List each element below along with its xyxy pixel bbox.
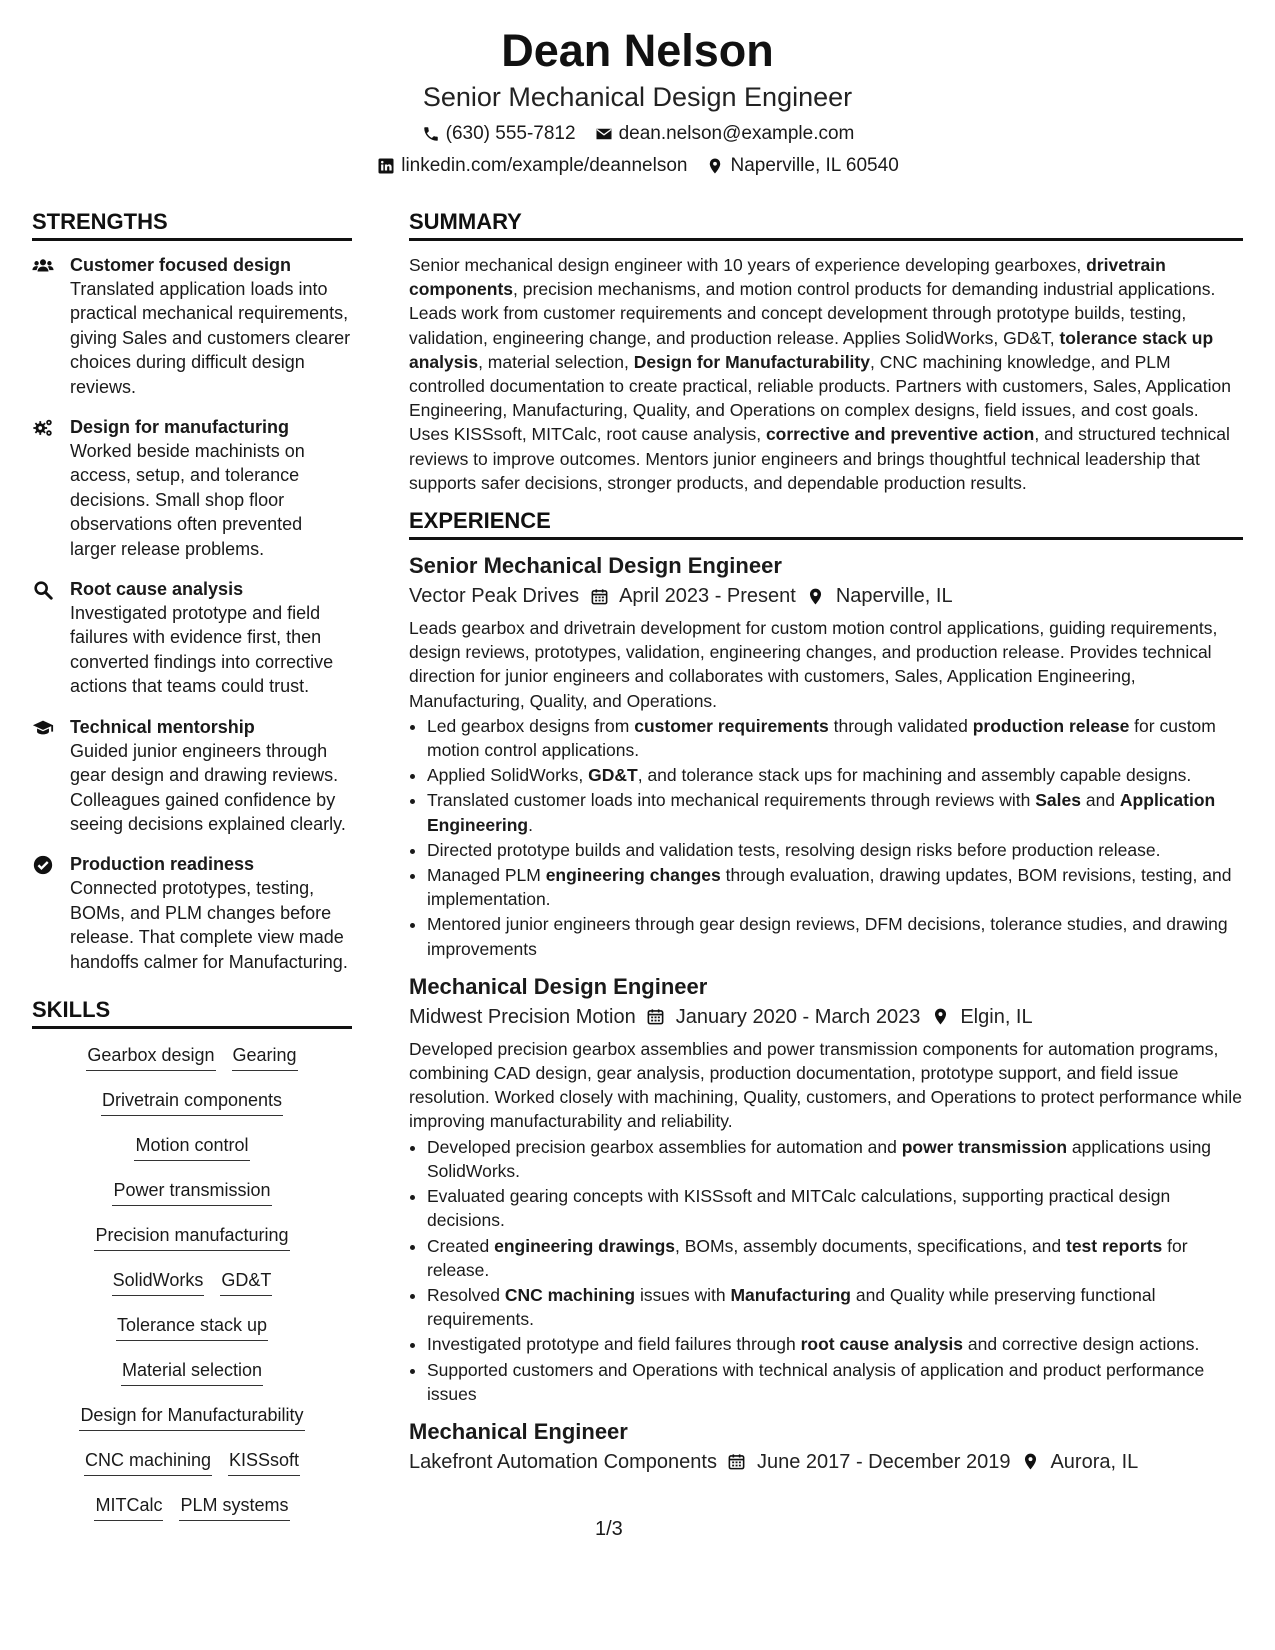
text-segment: Directed prototype builds and validation tests, resolving design risks before production release. (427, 839, 1161, 860)
skill-tag: GD&T (220, 1268, 272, 1296)
company-name: Vector Peak Drives (409, 585, 580, 608)
bold-text: Design for Manufacturability (633, 351, 870, 372)
text-segment: , and structured technical reviews to improve outcomes. Mentors junior engineers and brings thoughtful technical leadership that supports safer decisions, stronger products, and dependable production results. (409, 424, 1230, 493)
text-segment: Created (427, 1235, 495, 1256)
company-name: Lakefront Automation Components (409, 1450, 717, 1473)
bold-text: root cause analysis (800, 1334, 964, 1355)
linkedin-url[interactable]: linkedin.com/example/deannelson (401, 155, 688, 176)
bullet-item (427, 1234, 1243, 1282)
text-segment: Senior mechanical design engineer with 10 years of experience developing gearboxes, (409, 255, 1087, 275)
skill-row (32, 1358, 352, 1403)
bold-text: CNC machining (504, 1284, 636, 1305)
job-location: Aurora, IL (1050, 1450, 1139, 1473)
strength-title: Customer focused design (70, 255, 292, 275)
strength-desc: Investigated prototype and field failures with evidence first, then converted findings into corrective actions that teams could trust. (70, 603, 334, 697)
bullet-item (427, 838, 1243, 862)
job-entry (409, 552, 1243, 961)
bold-text: tolerance stack up analysis (409, 327, 1214, 372)
phone-icon (421, 124, 441, 144)
job-dates: January 2020 - March 2023 (675, 1005, 921, 1028)
strength-title: Technical mentorship (70, 716, 255, 737)
left-column (32, 208, 352, 1538)
text-segment: Investigated prototype and field failures through (427, 1334, 801, 1355)
skill-row (32, 1133, 352, 1178)
calendar-icon (727, 1452, 747, 1472)
gears-icon (32, 415, 70, 561)
skill-tag: CNC machining (84, 1448, 212, 1476)
text-segment: for release. (427, 1235, 1188, 1280)
text-segment: for custom motion control applications. (427, 715, 1216, 761)
job-title: Mechanical Engineer (409, 1418, 628, 1444)
bullet-item (427, 1332, 1243, 1356)
skills-list (32, 1041, 352, 1538)
text-segment: issues with (635, 1284, 731, 1305)
check-circle-icon (32, 852, 70, 974)
skill-tag: Material selection (121, 1358, 263, 1386)
email-address[interactable]: dean.nelson@example.com (618, 123, 855, 144)
skill-tag: KISSsoft (228, 1448, 300, 1476)
job-bullets (409, 714, 1243, 961)
strength-desc: Translated application loads into practical mechanical requirements, giving Sales and customers clearer choices during difficult design reviews. (70, 279, 351, 397)
job-description: Leads gearbox and drivetrain development for custom motion control applications, guiding requirements, design reviews, prototypes, validation, engineering changes, and production release. Provides technical direction for junior engineers and collaborates with customers, Sales, Application Engineering, Manufacturing, Quality, and Operations. (409, 618, 1218, 711)
skill-tag: Motion control (134, 1133, 249, 1161)
bold-text: GD&T (588, 765, 638, 786)
job-meta (409, 1448, 1243, 1476)
text-segment: through validated (828, 715, 973, 736)
bold-text: power transmission (901, 1136, 1068, 1157)
text-segment: , and tolerance stack ups for machining and assembly capable designs. (637, 765, 1192, 786)
phone-contact (421, 122, 576, 146)
strength-title: Production readiness (70, 854, 255, 875)
strength-desc: Guided junior engineers through gear design and drawing reviews. Colleagues gained confidence by seeing decisions explained clearly. (70, 740, 346, 834)
map-pin-icon (930, 1007, 950, 1027)
experience-list (409, 552, 1243, 1476)
bold-text: engineering drawings (494, 1235, 675, 1256)
strength-desc: Connected prototypes, testing, BOMs, and PLM changes before release. That complete view made handoffs calmer for Manufacturing. (70, 878, 348, 972)
text-segment: Led gearbox designs from (427, 715, 635, 736)
resume-body (32, 208, 1243, 1538)
text-segment: Applied SolidWorks, (427, 765, 589, 786)
linkedin-contact[interactable] (376, 154, 687, 178)
strength-item (32, 715, 352, 837)
bold-text: customer requirements (634, 715, 829, 736)
skill-tag: Power transmission (112, 1178, 271, 1206)
job-meta (409, 1003, 1243, 1031)
bold-text: drivetrain components (409, 255, 1166, 300)
bullet-item (427, 1184, 1243, 1232)
text-segment: Managed PLM (427, 865, 546, 886)
skills-section (32, 996, 352, 1538)
strength-item (32, 415, 352, 561)
text-segment: and corrective design actions. (963, 1334, 1200, 1355)
resume-header (0, 0, 1275, 178)
skill-tag: Gearing (232, 1043, 298, 1071)
bold-text: Application Engineering (427, 790, 1216, 835)
job-location: Elgin, IL (960, 1005, 1033, 1028)
skill-tag: Precision manufacturing (94, 1223, 289, 1251)
phone-number: (630) 555-7812 (445, 123, 576, 144)
skills-heading: SKILLS (32, 996, 352, 1029)
strength-item (32, 253, 352, 399)
skill-tag: MITCalc (94, 1493, 163, 1521)
text-segment: Mentored junior engineers through gear design reviews, DFM decisions, tolerance studies, and drawing improvements (427, 914, 1228, 959)
strength-item (32, 852, 352, 974)
skill-tag: Design for Manufacturability (79, 1403, 304, 1431)
job-title: Senior Mechanical Design Engineer (409, 553, 782, 579)
skill-row (32, 1313, 352, 1358)
job-dates: June 2017 - December 2019 (756, 1450, 1011, 1473)
text-segment: Resolved (427, 1284, 505, 1305)
text-segment: Supported customers and Operations with technical analysis of application and product performance issues (427, 1359, 1205, 1404)
experience-heading: EXPERIENCE (409, 507, 1243, 540)
text-segment: Translated customer loads into mechanical requirements through reviews with (427, 790, 1036, 811)
job-bullets (409, 1135, 1243, 1406)
text-segment: , BOMs, assembly documents, specifications, and (675, 1235, 1066, 1256)
company-name: Midwest Precision Motion (409, 1005, 636, 1028)
bullet-item (427, 788, 1243, 836)
skill-row (32, 1268, 352, 1313)
job-location: Naperville, IL (835, 585, 953, 608)
text-segment: applications using SolidWorks. (427, 1136, 1212, 1181)
job-description: Developed precision gearbox assemblies and power transmission components for automation programs, combining CAD design, gear analysis, production documentation, prototype support, and field issue resolution. Worked closely with machining, Quality, customers, and Operations to protect performance while improving manufacturability and reliability. (409, 1038, 1242, 1132)
contact-row-1 (0, 122, 1275, 146)
bold-text: Manufacturing (730, 1284, 851, 1305)
text-segment: , precision mechanisms, and motion control products for demanding industrial applications. Leads work from customer requirements and concept development through prototype builds, testing, validation, engineering change, and production release. Applies SolidWorks, GD&T, (409, 279, 1216, 348)
job-meta (409, 582, 1243, 610)
search-icon (32, 577, 70, 699)
bold-text: production release (972, 715, 1130, 736)
linkedin-icon (376, 156, 396, 176)
text-segment: Developed precision gearbox assemblies for automation and (427, 1136, 902, 1157)
skill-tag: PLM systems (179, 1493, 289, 1521)
skill-row (32, 1088, 352, 1133)
skill-tag: SolidWorks (112, 1268, 205, 1296)
skill-row (32, 1178, 352, 1223)
text-segment: and (1080, 790, 1120, 811)
location-contact (705, 154, 898, 178)
users-icon (32, 253, 70, 399)
map-pin-icon (806, 586, 826, 606)
skill-tag: Tolerance stack up (116, 1313, 268, 1341)
strength-item (32, 577, 352, 699)
skill-row (32, 1223, 352, 1268)
calendar-icon (646, 1007, 666, 1027)
bold-text: Sales (1035, 790, 1081, 811)
bullet-item (427, 714, 1243, 762)
text-segment: , CNC machining knowledge, and PLM controlled documentation to create practical, reliable products. Partners with customers, Sales, Application Engineering, Manufacturing, Quality, and Operations on complex designs, field issues, and cost goals. Uses KISSsoft, MITCalc, root cause analysis, (409, 351, 1231, 445)
bullet-item (427, 1135, 1243, 1183)
skill-row (32, 1448, 352, 1493)
calendar-icon (589, 586, 609, 606)
bullet-item (427, 863, 1243, 911)
contact-row-2 (0, 154, 1275, 178)
map-pin-icon (1020, 1452, 1040, 1472)
strength-title: Design for manufacturing (70, 417, 290, 438)
email-contact[interactable] (594, 122, 855, 146)
right-column (409, 208, 1243, 1538)
bullet-item (427, 912, 1243, 960)
bullet-item (427, 1358, 1243, 1406)
job-entry (409, 1418, 1243, 1476)
bold-text: corrective and preventive action (765, 424, 1035, 445)
strengths-heading: STRENGTHS (32, 208, 352, 241)
strength-title: Root cause analysis (70, 579, 244, 600)
skill-row (32, 1493, 352, 1538)
candidate-title: Senior Mechanical Design Engineer (422, 82, 853, 112)
text-segment: . (528, 814, 533, 835)
bold-text: engineering changes (545, 865, 721, 886)
job-entry (409, 973, 1243, 1406)
text-segment: through evaluation, drawing updates, BOM revisions, testing, and implementation. (427, 865, 1232, 910)
page-number: 1/3 (595, 1518, 623, 1540)
summary-text (409, 253, 1243, 495)
candidate-name: Dean Nelson (501, 25, 774, 76)
text-segment: , material selection, (478, 351, 634, 372)
map-pin-icon (705, 156, 725, 176)
text-segment: Evaluated gearing concepts with KISSsoft and MITCalc calculations, supporting practical design decisions. (427, 1186, 1171, 1231)
job-dates: April 2023 - Present (619, 585, 796, 608)
bold-text: test reports (1066, 1235, 1163, 1256)
skill-row (32, 1403, 352, 1448)
strength-desc: Worked beside machinists on access, setup, and tolerance decisions. Small shop floor observations often prevented larger release problems. (70, 441, 305, 559)
summary-heading: SUMMARY (409, 208, 1243, 241)
location-text: Naperville, IL 60540 (730, 155, 899, 176)
skill-row (32, 1043, 352, 1088)
skill-tag: Gearbox design (86, 1043, 215, 1071)
envelope-icon (594, 124, 614, 144)
skill-tag: Drivetrain components (101, 1088, 283, 1116)
job-title: Mechanical Design Engineer (409, 973, 708, 999)
text-segment: and Quality while preserving functional requirements. (427, 1284, 1156, 1330)
bullet-item (427, 763, 1243, 787)
graduation-cap-icon (32, 715, 70, 837)
bullet-item (427, 1283, 1243, 1331)
